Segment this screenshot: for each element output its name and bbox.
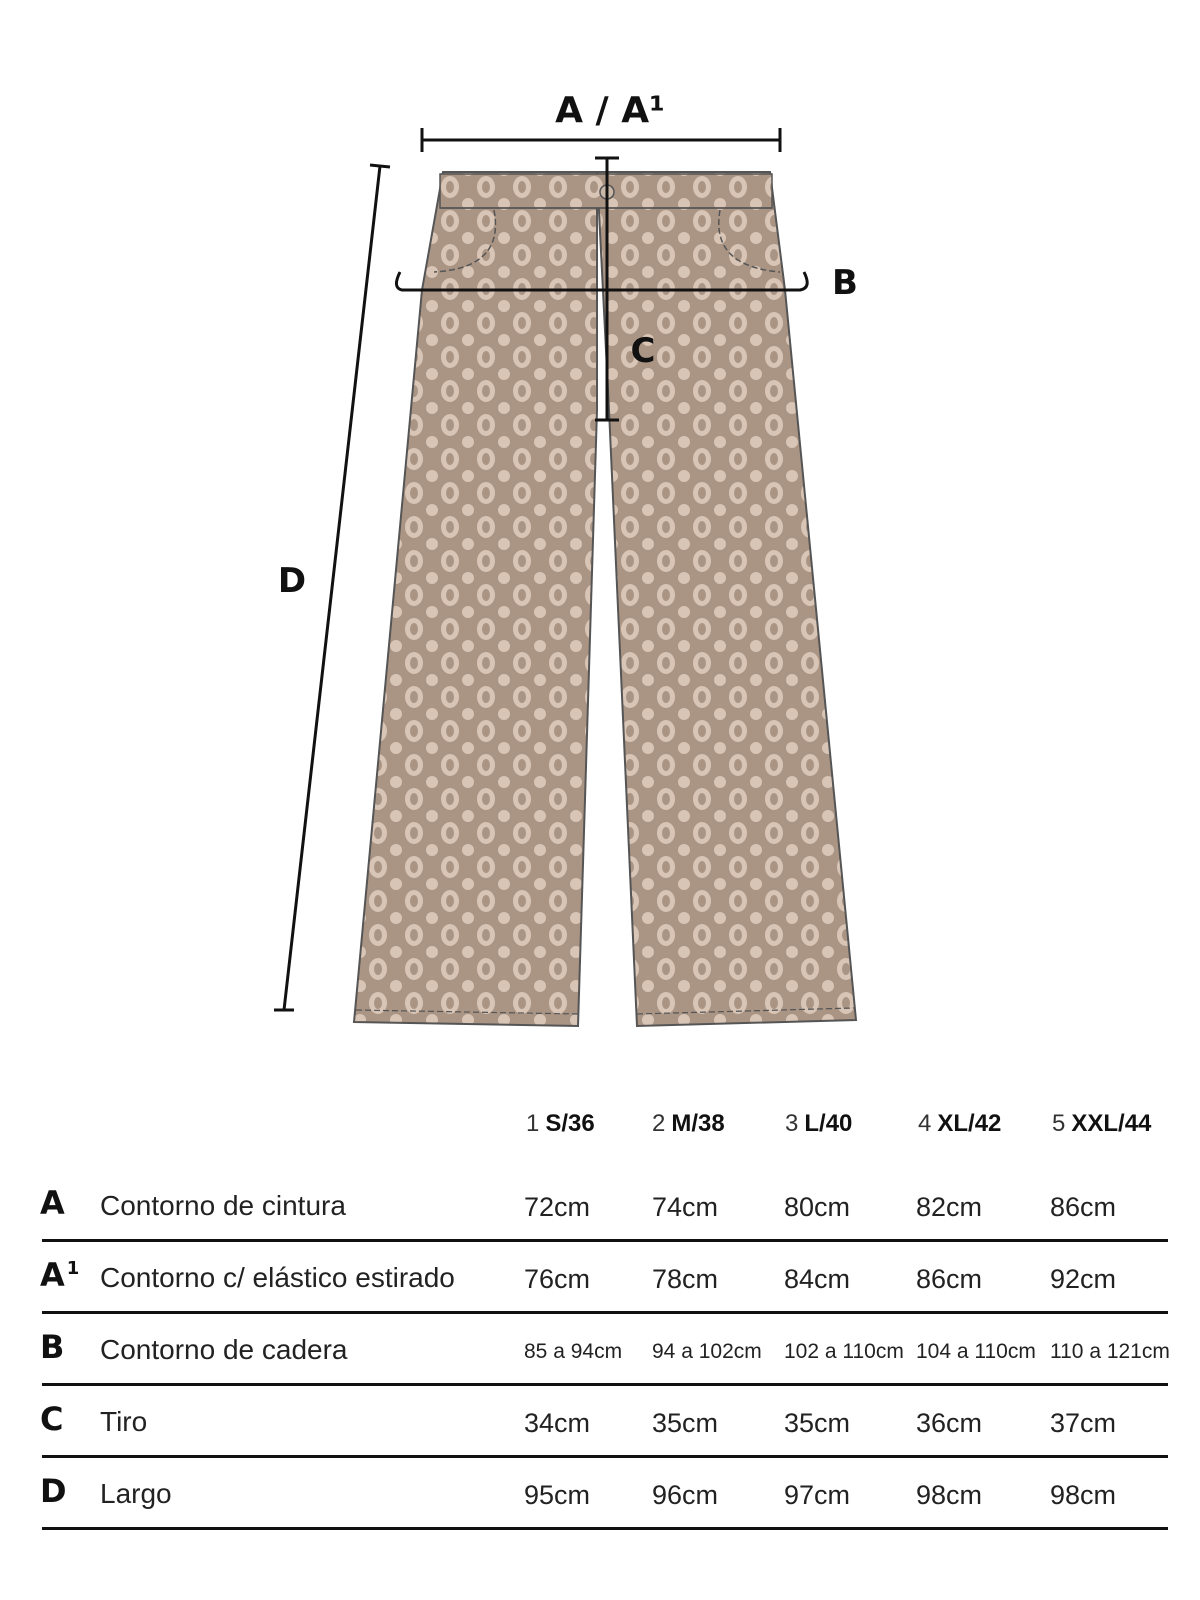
- table-row: [0, 1242, 1200, 1314]
- size-header-row: [0, 1110, 1200, 1150]
- pants-right-leg: [597, 172, 856, 1026]
- cell-value: 76cm: [524, 1264, 591, 1294]
- label-c: C: [630, 331, 656, 371]
- cell-value: 104 a 110cm: [916, 1340, 1036, 1363]
- cell-value: 86cm: [916, 1264, 983, 1294]
- table-row: [0, 1314, 1200, 1386]
- cell-value: 94 a 102cm: [652, 1340, 762, 1363]
- cell-value: 98cm: [916, 1480, 983, 1510]
- table-row: [0, 1386, 1200, 1458]
- row-letter: A: [40, 1184, 65, 1222]
- row-divider: [42, 1527, 1168, 1530]
- table-row: [0, 1458, 1200, 1530]
- cell-value: 72cm: [524, 1192, 591, 1222]
- cell-value: 74cm: [652, 1192, 719, 1222]
- row-letter: D: [40, 1472, 67, 1510]
- cell-value: 35cm: [652, 1408, 719, 1438]
- cell-value: 95cm: [524, 1480, 591, 1510]
- label-d: D: [277, 561, 307, 601]
- cell-value: 78cm: [652, 1264, 719, 1294]
- row-description: Contorno de cadera: [100, 1334, 348, 1365]
- size-header: 1 S/36: [526, 1110, 595, 1137]
- cell-value: 110 a 121cm: [1050, 1340, 1170, 1363]
- size-header: 2 M/38: [652, 1110, 725, 1137]
- row-letter: C: [40, 1400, 64, 1438]
- size-header: 5 XXL/44: [1052, 1110, 1152, 1137]
- cell-value: 80cm: [784, 1192, 851, 1222]
- cell-value: 35cm: [784, 1408, 851, 1438]
- row-description: Contorno c/ elástico estirado: [100, 1262, 455, 1293]
- cell-value: 96cm: [652, 1480, 719, 1510]
- cell-value: 86cm: [1050, 1192, 1117, 1222]
- row-description: Largo: [100, 1478, 172, 1509]
- table-row: [0, 1170, 1200, 1242]
- row-letter: B: [40, 1328, 65, 1366]
- row-description: Contorno de cintura: [100, 1190, 346, 1221]
- cell-value: 85 a 94cm: [524, 1340, 623, 1363]
- row-description: Tiro: [100, 1406, 148, 1437]
- size-header: 4 XL/42: [918, 1110, 1002, 1137]
- row-letter: A $^1$: [40, 1256, 80, 1294]
- cell-value: 98cm: [1050, 1480, 1117, 1510]
- label-b: B: [832, 263, 858, 303]
- cell-value: 84cm: [784, 1264, 851, 1294]
- size-header: 3 L/40: [785, 1110, 853, 1137]
- cell-value: 97cm: [784, 1480, 851, 1510]
- cell-value: 36cm: [916, 1408, 983, 1438]
- cell-value: 102 a 110cm: [784, 1340, 904, 1363]
- cell-value: 37cm: [1050, 1408, 1117, 1438]
- cell-value: 34cm: [524, 1408, 591, 1438]
- cell-value: 82cm: [916, 1192, 983, 1222]
- pants-left-leg: [354, 172, 597, 1026]
- cell-value: 92cm: [1050, 1264, 1117, 1294]
- label-a: A / A¹: [555, 90, 665, 131]
- pants-illustration: [354, 172, 856, 1026]
